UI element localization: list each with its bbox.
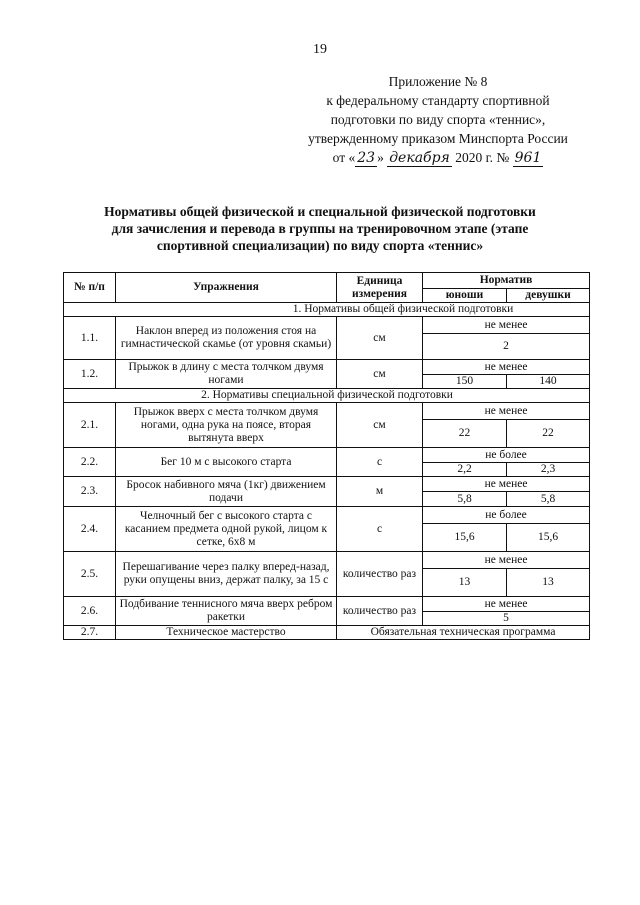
date-quote: » (377, 150, 384, 165)
row-num: 1.1. (64, 317, 116, 360)
row-condition: не более (423, 507, 590, 524)
appendix-line-4: утвержденному приказом Минспорта России (308, 131, 568, 146)
header-row (64, 273, 590, 289)
row-exercise: Подбивание теннисного мяча вверх ребром ракетки (116, 597, 337, 626)
row-girls: 2,3 (507, 463, 590, 477)
appendix-date-line (288, 148, 588, 168)
row-exercise: Прыжок в длину с места толчком двумя ногами (116, 360, 337, 389)
row-boys: 15,6 (423, 524, 507, 552)
row-condition: не более (423, 448, 590, 463)
section-row (64, 303, 590, 317)
section-2-title: 2. Нормативы специальной физической подготовки (64, 389, 590, 403)
table-row (64, 597, 590, 612)
row-num: 2.1. (64, 403, 116, 448)
row-num: 2.6. (64, 597, 116, 626)
row-unit: см (337, 360, 423, 389)
header-norm: Норматив (423, 273, 590, 289)
page-number: 19 (313, 42, 327, 57)
header-unit: Единица измерения (337, 273, 423, 303)
row-condition: не менее (423, 403, 590, 420)
row-boys: 150 (423, 375, 507, 389)
table-row (64, 626, 590, 640)
row-norm-text: Обязательная техническая программа (337, 626, 590, 640)
title-line-3: спортивной специализации) по виду спорта «теннис» (156, 238, 484, 253)
table-row (64, 477, 590, 492)
row-exercise: Техническое мастерство (116, 626, 337, 640)
row-condition: не менее (423, 597, 590, 612)
document-title (60, 203, 580, 254)
section-row (64, 389, 590, 403)
row-condition: не менее (423, 552, 590, 569)
row-girls: 140 (507, 375, 590, 389)
row-exercise: Наклон вперед из положения стоя на гимнастической скамье (от уровня скамьи) (116, 317, 337, 360)
table-row (64, 448, 590, 463)
row-exercise: Челночный бег с высокого старта с касанием предмета одной рукой, лицом к сетке, 6х8 м (116, 507, 337, 552)
header-girls: девушки (507, 289, 590, 303)
row-value: 2 (423, 334, 590, 360)
row-num: 2.4. (64, 507, 116, 552)
row-condition: не менее (423, 317, 590, 334)
date-year: 2020 г. № (455, 150, 510, 165)
row-value: 5 (423, 612, 590, 626)
handwritten-day: 23 (357, 150, 376, 166)
appendix-header (288, 72, 588, 168)
row-unit: количество раз (337, 552, 423, 597)
row-girls: 5,8 (507, 492, 590, 507)
row-unit: с (337, 507, 423, 552)
row-num: 2.2. (64, 448, 116, 477)
appendix-line-3: подготовки по виду спорта «теннис», (330, 112, 546, 127)
table-row (64, 360, 590, 375)
row-exercise: Бег 10 м с высокого старта (116, 448, 337, 477)
handwritten-month: декабря (389, 150, 450, 166)
row-condition: не менее (423, 477, 590, 492)
norms-table (63, 272, 590, 640)
row-exercise: Прыжок вверх с места толчком двумя ногами, одна рука на поясе, вторая вытянута вверх (116, 403, 337, 448)
table-row (64, 552, 590, 569)
appendix-title: Приложение № 8 (388, 74, 488, 89)
row-num: 2.7. (64, 626, 116, 640)
section-1-title: 1. Нормативы общей физической подготовки (64, 303, 590, 317)
row-condition: не менее (423, 360, 590, 375)
row-girls: 13 (507, 569, 590, 597)
row-unit: с (337, 448, 423, 477)
date-prefix: от « (332, 150, 356, 165)
title-line-1: Нормативы общей физической и специальной физической подготовки (104, 204, 536, 219)
table-row (64, 403, 590, 420)
row-boys: 22 (423, 420, 507, 448)
row-girls: 15,6 (507, 524, 590, 552)
table-row (64, 507, 590, 524)
row-boys: 13 (423, 569, 507, 597)
appendix-line-2: к федеральному стандарту спортивной (326, 93, 550, 108)
row-unit: м (337, 477, 423, 507)
row-boys: 2,2 (423, 463, 507, 477)
row-boys: 5,8 (423, 492, 507, 507)
row-unit: см (337, 403, 423, 448)
handwritten-order-number: 961 (514, 150, 542, 166)
table-row (64, 317, 590, 334)
row-unit: количество раз (337, 597, 423, 626)
row-girls: 22 (507, 420, 590, 448)
row-unit: см (337, 317, 423, 360)
row-exercise: Перешагивание через палку вперед-назад, руки опущены вниз, держат палку, за 15 с (116, 552, 337, 597)
header-num: № п/п (64, 273, 116, 303)
row-exercise: Бросок набивного мяча (1кг) движением подачи (116, 477, 337, 507)
row-num: 2.3. (64, 477, 116, 507)
row-num: 1.2. (64, 360, 116, 389)
header-exercise: Упражнения (116, 273, 337, 303)
header-boys: юноши (423, 289, 507, 303)
title-line-2: для зачисления и перевода в группы на тренировочном этапе (этапе (111, 221, 529, 236)
row-num: 2.5. (64, 552, 116, 597)
